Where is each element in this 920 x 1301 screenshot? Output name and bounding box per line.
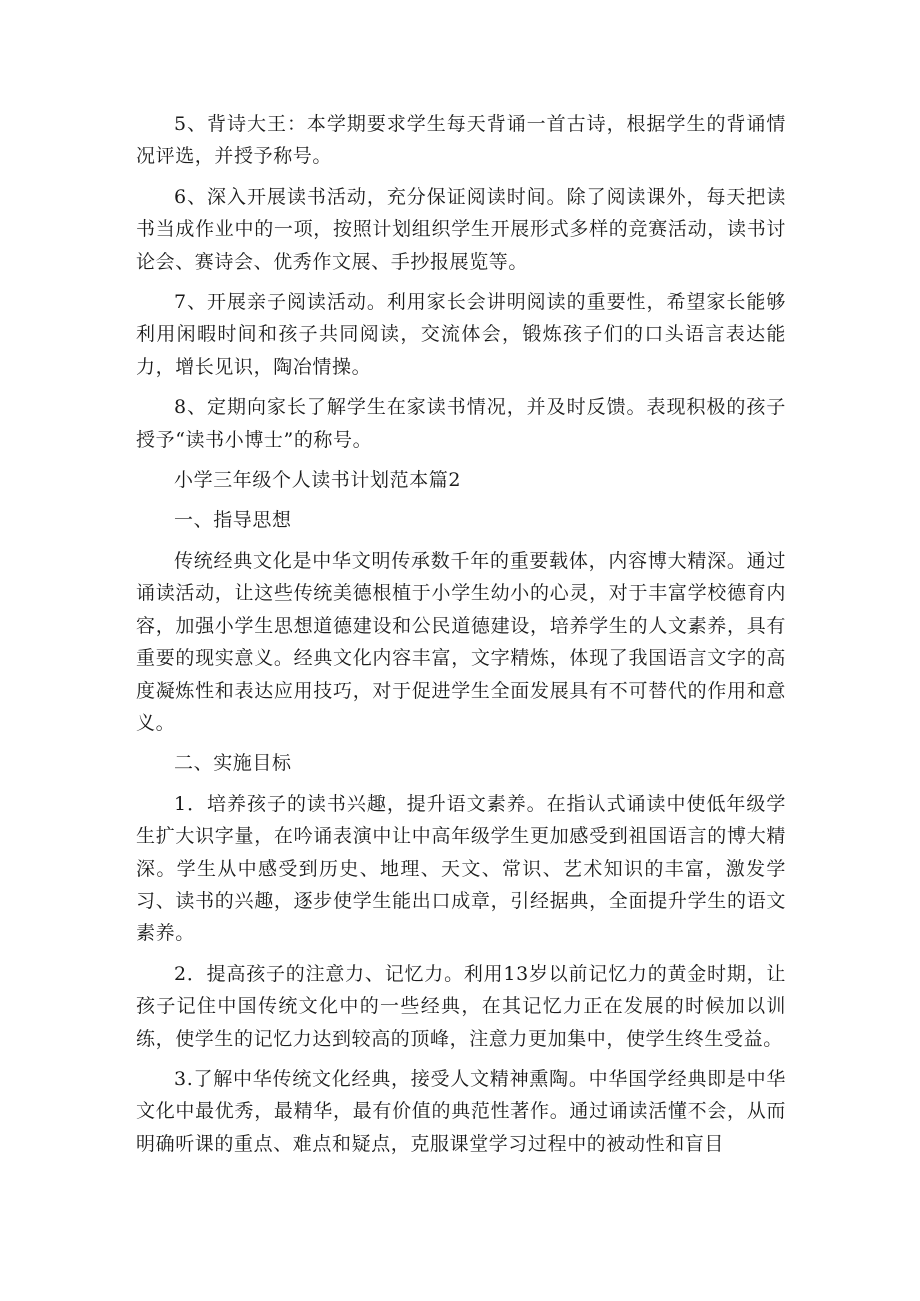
paragraph-goal-1: 1．培养孩子的读书兴趣，提升语文素养。在指认式诵读中使低年级学生扩大识字量，在吟诵表演中让中高年级学生更加感受到祖国语言的博大精深。学生从中感受到历史、地理、天文、常识、艺术知识的丰富，激发学习、读书的兴趣，逐步使学生能出口成章，引经据典，全面提升学生的语文素养。 xyxy=(136,792,786,945)
paragraph-guiding-ideology: 传统经典文化是中华文明传承数千年的重要载体，内容博大精深。通过诵读活动，让这些传统美德根植于小学生幼小的心灵，对于丰富学校德育内容，加强小学生思想道德建设和公民道德建设，培养学生的人文素养，具有重要的现实意义。经典文化内容丰富，文字精炼，体现了我国语言文字的高度凝炼性和表达应用技巧，对于促进学生全面发展具有不可替代的作用和意义。 xyxy=(136,549,786,734)
heading-implementation-goals: 二、实施目标 xyxy=(174,752,292,775)
paragraph-item-5: 5、背诗大王：本学期要求学生每天背诵一首古诗，根据学生的背诵情况评选，并授予称号。 xyxy=(136,113,786,168)
document-page xyxy=(136,108,786,1168)
paragraph-goal-3: 3.了解中华传统文化经典，接受人文精神熏陶。中华国学经典即是中华文化中最优秀，最精华，最有价值的典范性著作。通过诵读活懂不会，从而明确听课的重点、难点和疑点，克服课堂学习过程中的被动性和盲目 xyxy=(136,1067,786,1155)
paragraph-item-7: 7、开展亲子阅读活动。利用家长会讲明阅读的重要性，希望家长能够利用闲暇时间和孩子共同阅读，交流体会，锻炼孩子们的口头语言表达能力，增长见识，陶冶情操。 xyxy=(136,291,786,378)
paragraph-item-8: 8、定期向家长了解学生在家读书情况，并及时反馈。表现积极的孩子授予“读书小博士”的称号。 xyxy=(136,396,786,451)
paragraph-goal-2: 2．提高孩子的注意力、记忆力。利用13岁以前记忆力的黄金时期，让孩子记住中国传统文化中的一些经典，在其记忆力正在发展的时候加以训练，使学生的记忆力达到较高的顶峰，注意力更加集中，使学生终生受益。 xyxy=(136,962,786,1050)
heading-guiding-ideology: 一、指导思想 xyxy=(174,509,292,532)
section-title: 小学三年级个人读书计划范本篇2 xyxy=(174,469,462,492)
paragraph-item-6: 6、深入开展读书活动，充分保证阅读时间。除了阅读课外，每天把读书当成作业中的一项，按照计划组织学生开展形式多样的竞赛活动，读书讨论会、赛诗会、优秀作文展、手抄报展览等。 xyxy=(136,185,786,273)
